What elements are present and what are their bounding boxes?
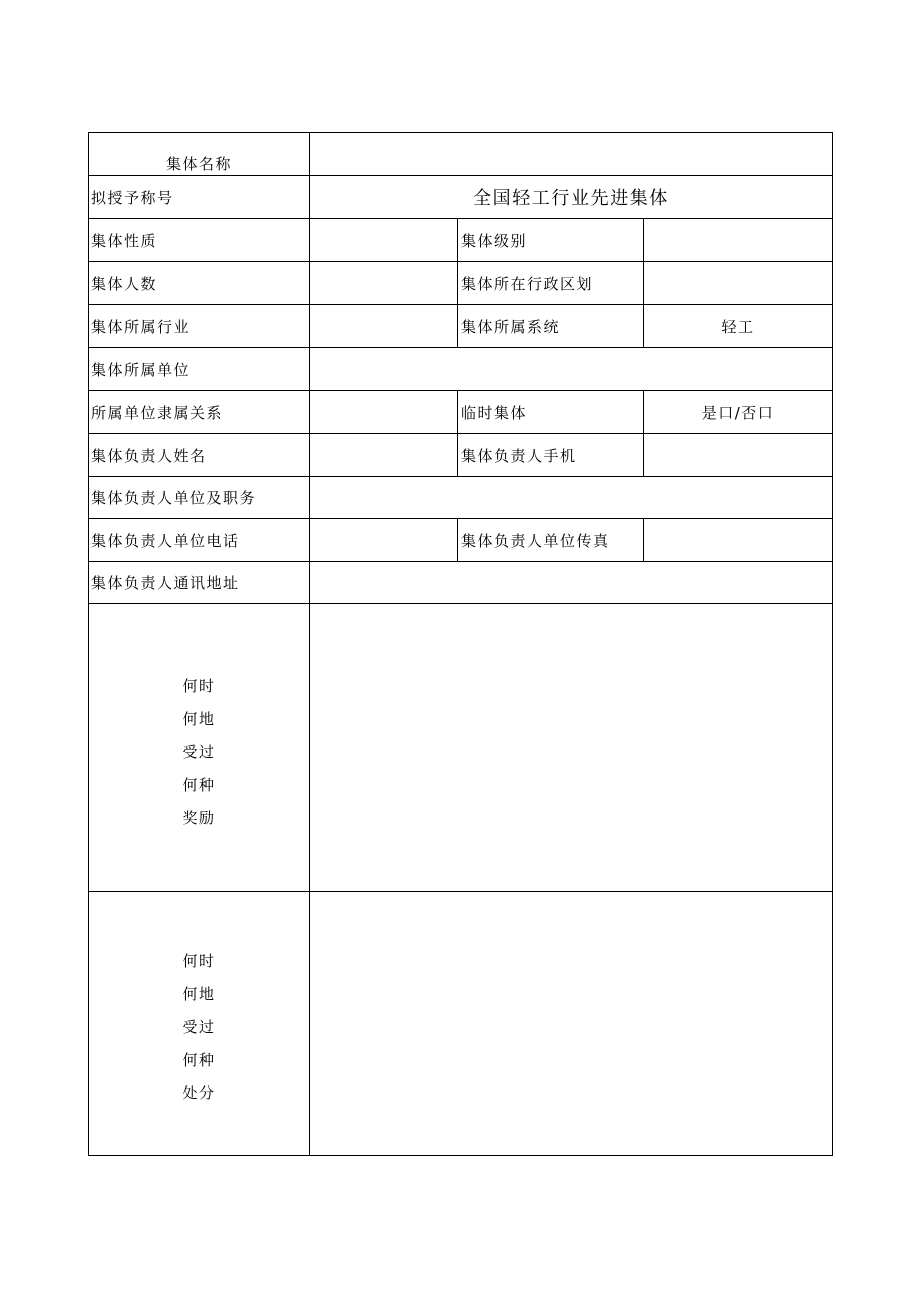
row-awards <box>89 604 833 892</box>
awards-label-line: 何时 <box>182 677 216 695</box>
row-leader-position <box>89 477 833 519</box>
proposed-title-value: 全国轻工行业先进集体 <box>310 176 833 219</box>
proposed-title-label: 拟授予称号 <box>89 176 310 219</box>
row-count-region <box>89 262 833 305</box>
row-collective-name <box>89 133 833 176</box>
leader-address-label: 集体负责人通讯地址 <box>89 562 310 604</box>
leader-fax-value <box>644 519 833 562</box>
leader-phone-value <box>310 519 458 562</box>
unit-affiliation-value <box>310 391 458 434</box>
leader-name-label: 集体负责人姓名 <box>89 434 310 477</box>
awards-label-line: 何地 <box>182 710 216 728</box>
row-unit <box>89 348 833 391</box>
collective-region-value <box>644 262 833 305</box>
collective-name-value <box>310 133 833 176</box>
punishments-label-line: 何地 <box>182 985 216 1003</box>
collective-nature-label: 集体性质 <box>89 219 310 262</box>
row-leader-address <box>89 562 833 604</box>
row-punishments <box>89 892 833 1156</box>
row-industry-system <box>89 305 833 348</box>
row-leader-phone-fax <box>89 519 833 562</box>
awards-label-line: 奖励 <box>182 809 216 827</box>
temporary-collective-label: 临时集体 <box>458 391 644 434</box>
leader-address-value <box>310 562 833 604</box>
row-proposed-title <box>89 176 833 219</box>
collective-info-form <box>88 132 833 1156</box>
collective-level-label: 集体级别 <box>458 219 644 262</box>
leader-mobile-label: 集体负责人手机 <box>458 434 644 477</box>
punishments-label-line: 何种 <box>182 1051 216 1069</box>
collective-name-label: 集体名称 <box>89 133 310 176</box>
punishments-label <box>89 892 310 1156</box>
punishments-label-line: 处分 <box>182 1084 216 1102</box>
row-nature-level <box>89 219 833 262</box>
awards-label-line: 何种 <box>182 776 216 794</box>
leader-position-label: 集体负责人单位及职务 <box>89 477 310 519</box>
collective-unit-value <box>310 348 833 391</box>
awards-label <box>89 604 310 892</box>
collective-unit-label: 集体所属单位 <box>89 348 310 391</box>
collective-industry-label: 集体所属行业 <box>89 305 310 348</box>
leader-mobile-value <box>644 434 833 477</box>
punishments-label-line: 受过 <box>182 1018 216 1036</box>
awards-value <box>310 604 833 892</box>
collective-industry-value <box>310 305 458 348</box>
collective-region-label: 集体所在行政区划 <box>458 262 644 305</box>
leader-phone-label: 集体负责人单位电话 <box>89 519 310 562</box>
collective-system-label: 集体所属系统 <box>458 305 644 348</box>
punishments-value <box>310 892 833 1156</box>
leader-position-value <box>310 477 833 519</box>
unit-affiliation-label: 所属单位隶属关系 <box>89 391 310 434</box>
row-affiliation-temporary <box>89 391 833 434</box>
punishments-label-line: 何时 <box>182 952 216 970</box>
temporary-collective-value: 是口/否口 <box>644 391 833 434</box>
collective-nature-value <box>310 219 458 262</box>
collective-system-value: 轻工 <box>644 305 833 348</box>
row-leader-name-mobile <box>89 434 833 477</box>
awards-label-line: 受过 <box>182 743 216 761</box>
leader-name-value <box>310 434 458 477</box>
collective-count-label: 集体人数 <box>89 262 310 305</box>
leader-fax-label: 集体负责人单位传真 <box>458 519 644 562</box>
collective-level-value <box>644 219 833 262</box>
collective-count-value <box>310 262 458 305</box>
